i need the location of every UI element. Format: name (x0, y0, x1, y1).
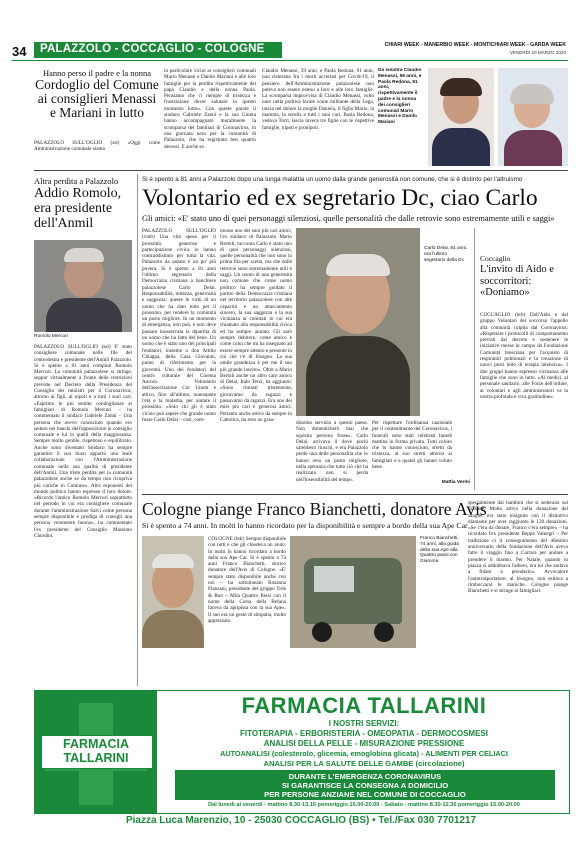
article3-place: Coccaglio (480, 254, 511, 263)
article1-photo-caption: Da sinistra Claudio Menassi, 59 anni, e Paola Redona, 91 anni, rispettivamente il padre e la nonna dei consiglieri comunali Mario Menassi e Danilo Mariani (378, 68, 422, 126)
ad-service-4: ANALISI PER LA SALUTE DELLE GAMBE (circolazione) (263, 759, 465, 768)
farmacia-tallarini-ad (34, 690, 570, 814)
article2-headline: Volontario ed ex segretario Dc, ciao Carlo (142, 185, 538, 211)
mercuri-photo (34, 240, 132, 332)
ad-title: FARMACIA TALLARINI (241, 693, 487, 718)
ad-service-3: AUTOANALISI (colesterolo, glicemia, emoglobina glicata) - ALIMENTI PER CELIACI (220, 749, 508, 758)
article4-col1: COLOGNE (bdr) Sempre disponibile con tutti e che gli chiedeva un aiuto. In molti lo hanno ricordato a bordo della sua Ape Car. Si è spento a 74 anni Franco Bianchetti, storico donatore dell'Avis di Cologne. «E' sempre stato disponibile anche con noi – ha sottolineato Rosanna Pianzani, presidente del gruppo Trek & Run – Mila Quattro Passi con il nome della Corsa della Befana faceva da apripista con la sua Ape». Il suo era un gesto di simpatia, molto apprezzato (208, 536, 286, 624)
logo-line2: TALLARINI (63, 751, 129, 765)
article2-col4: Per rispettare l'ordinanza nazionale per il contenimento del Coronavirus, i funerali sono stati celebrati lunedì mattina in forma privata. Tutti coloro che lo hanno conosciuto, stretti da tristezza, al suo stretti attorno ai famigliari e a quanti gli hanno voluto bene. (372, 420, 452, 471)
farmacia-logo (35, 691, 157, 813)
divider-1 (34, 170, 568, 171)
article1-col2: in particolare vicini ai consiglieri comunali Mario Menassi e Danilo Mariani e alle loro famiglie per la perdita rispettivamente del papà Claudio e della nonna Paola. Pensiamo che ci riempie di tristezza e frustrazione dover salutare in questo momento lutto». Con queste parole il sindaco Gabriele Zanni e la sua Giunta hanno accompagnato moralmente la scomparsa dei familiari di Coronavirus, in una giornata nera per la comunità di Palazzolo, che ha registrato ben quattro decessi. E anche se (164, 68, 256, 150)
article2-photo-caption: Carlo Delai, 81 anni, era l'ultimo segretario della Dc (424, 246, 468, 263)
banner-line-2: SI GARANTISCE LA CONSEGNA A DOMICILIO (281, 781, 449, 790)
redona-photo (498, 68, 568, 166)
ape-car-photo (290, 536, 416, 648)
article3-divider (474, 228, 475, 490)
header-rule (12, 60, 568, 61)
bianchetti-photo (142, 536, 204, 648)
ad-emergency-banner (175, 770, 555, 800)
article2-deck: Gli amici: «E' stato uno di quei personaggi silenziosi, quelle personalità che dalle retrovie sono estremamente utili e saggi» (142, 214, 555, 223)
ad-address: Piazza Luca Marenzio, 10 - 25030 COCCAGLIO (BS) • Tel./Fax 030 7701217 (125, 815, 477, 826)
article2-col3: dissimo servizio a questo paese. Non dimenticherò mai che squisita persona fosse». Carlo Delai, arrivava il dove pochi sarebbero riusciti, e era Palazzolo perde una delle personalità che lo hanno reso un posto migliore, nella speranza che tutto ciò che ha realizzato non si perda nell'insensibilità del tempo. (296, 420, 368, 483)
article1-headline: Cordoglio del Comune ai consiglieri Menassi e Mariani in lutto (35, 77, 159, 120)
sidebar-headline: Addio Romolo, era presidente dell'Anmil (34, 186, 122, 231)
banner-line-1: DURANTE L'EMERGENZA CORONAVIRUS (288, 772, 442, 781)
logo-line1: FARMACIA (63, 737, 129, 751)
delai-photo (296, 228, 420, 416)
article3-headline: L'invito di Aido e soccorritori: «Doniamo» (480, 264, 554, 298)
page-number: 34 (12, 44, 27, 59)
section-title: PALAZZOLO - COCCAGLIO - COLOGNE (40, 43, 265, 55)
article2-col1: PALAZZOLO SULL'OGLIO (vmb) Una vita spesa per il prossimo, generoso e partecipazione civica lo hanno contraddistinto per tutta la vita. Palazzolo da sabato è un po' più povera. Si è spento a 81 anni l'ultimo segretario della Democrazia cristiana a banchiere palazzolese Carlo Delai. Responsabilità, mitezza, generosità e saggezza: queste le virtù di un uomo che ha dato tutto per il prossimo, per rendere la comunità un posto migliore. In un momento di emergenza, non può, e non deve passare inosservata la dipartita di un uomo che ha fatto del bene. Un uomo che è stato uno dei principali fondatori, insieme a don Attilio Chiappa, della Casa Giovanni, punto di riferimento per la gioventù. Uno dei fondatori del centro culturale del Cinema Aurora. Volontario dell'associazione Cor Unum e attivo, fino all'ultimo, nonostante l'età e la malattia, per aiutare il prossimo. «Solo chi gli è stato vicino può sapere che grande uomo fosse Carlo Delai – così, com- (142, 228, 216, 423)
article1-kicker: Hanno perso il padre e la nonna (42, 68, 152, 78)
sidebar-divider (137, 174, 138, 686)
article4-deck: Si è spento a 74 anni. In molti lo hanno ricordato per la disponibilità e sempre a bordo della sua Ape Car (142, 521, 468, 530)
divider-2 (142, 494, 568, 495)
ad-services-title: I NOSTRI SERVIZI: (328, 719, 400, 728)
issue-date: VENERDÌ 20 MARZO 2020 (509, 50, 566, 55)
article4-col2: specialmente dai bambini che si sederano sul cassone. Molto attivo nella donazione del sangue, era stato insignito con il distintivo diamante per aver raggiunto le 120 donazioni. «Se c'era da donare, Franco c'era sempre» – ha ricordato l'ex presidente Beppe Valnegri – Per tradizione ci il conseguimento del 40esimo anniversario della fondazione dell'Avis aveva fatto il viaggio fino a Carrara per andare a prendere il marmo. Per Natale, quando in piazza si addobbava l'albero, era lui che andava a fidato a prenderlo». Avvocatore l'autotrasportatore, al bisogno, non esitava a rimboccarsi le maniche. Cologne piange Bianchetti e si stringe ai famigliari. (468, 500, 568, 595)
article2-col2: mosso uno dei suoi più cari amici, l'ex sindaco di Palazzolo Mario Bertoli, racconta Carlo è stato uno di quei personaggi silenziosi, quelle personalità che non sono in prima fila per scelta, ma che dalle retrovie sono estremamente utili e saggi. Un uomo di una generosità non comune che come uomo politico ha sempre guidato il partito della Democrazia cristiana nel territorio palazzolese con alte capacità e un attaccamento sincero, la sua saggezza e la sua vicinanza ai comitati in cui era chiamato alla responsabilità civica ed ha sempre aiutato. Gli sarò sempre debitore, come amico e come colui che mi ha insegnato ad essere sempre attento e presente in ciò che c'è di bisogno. La sua umile grandezza è per me il suo più grande lascito». Oltre a Mario Bertoli anche un altro caro amico di Delai, Italo Terzi, ha aggiunto: «Sono rimasti tristemente, giocavamo da ragazzi e passavamo da ragazzi. Era uno dei miei più cari e generosi amici. Pertanto anche attivo da sempre in Cattolica, ha reso un gran- (220, 228, 292, 423)
ad-service-1: FITOTERAPIA - ERBORISTERIA - OMEOPATIA - DERMOCOSMESI (239, 729, 488, 738)
article4-photo-caption: Franco Bianchetti, 74 anni, alla guida della sua Ape alla Quattro passi con Giamma (420, 536, 459, 565)
article4-headline: Cologne piange Franco Bianchetti, donatore Avis (142, 499, 487, 519)
article1-col1: PALAZZOLO SULL'OGLIO (ssl) «Oggi come Amministrazione comunale siamo (34, 140, 160, 153)
sidebar-kicker: Altra perdita a Palazzolo (34, 176, 119, 186)
sidebar-photo-caption: Romolo Mercuri (34, 334, 68, 339)
article2-author: Mattia Vermi (441, 480, 470, 485)
publications-list: CHIARI WEEK - MANERBIO WEEK - MONTICHIARI WEEK - GARDA WEEK (384, 42, 566, 48)
article1-col3: Claudio Menassi, 59 anni, e Paola Redona, 91 anni, non rientrano fra i morti accertati per Covid-19, il pensiero dell'Amministrazione palazzolese non poteva non essere esteso a loro e alle loro famiglie. La scomparsa improvvisa di Claudio Menassi, volto noto nella politica locale come militante della Lega, lascia nel dolore la moglie Daniela, il figlio Mario, la mamma, la sorella e tutti i suoi cari. Paola Redona, vedova Torri, lascia invece tre figlie con le rispettive famiglie, nipoti e pronipoti. (262, 68, 374, 131)
section-header (34, 42, 282, 58)
menassi-photo (428, 68, 494, 166)
sidebar-body: PALAZZOLO SULL'OGLIO (ssl) E' stato consigliere comunale nelle file del centrodestra e presidente dell'Anmil Palazzolo. Si è spento a 81 anni compiuti Romolo Mercuri. La comunità palazzolese si stringe, seppur virtualmente a fronte delle restrizioni previste nel Decreto della Presidenza del Consiglio dei ministri per il Coronavirus, attorno ai figli, ai nipoti e a tutti i suoi cari. «Esprimo le più sentite condoglianze ai famigliari di Romolo Mercuri – ha commentato il sindaco Gabriele Zanni – Una persona che avevo conosciuto quando ero seduto nei banchi dell'opposizione in consiglio comunale e lui in quelli della maggioranza. Sempre molto gentile, rispettoso e equilibrato. Anche sono diventato Sindaco ha sempre garantito il suo buon apporto una leale collaborazione con l'Amministrazione comunale nella sua qualità di presidente dell'Anmil. Una triste perdita per la comunità palazzolese anche se da tempo non ricopriva più cariche in Comune». Altri esponenti del mondo politico hanno espresso il loro dolore. «Ricordo l'amico Romolo Mercuri soprattutto nel periodo in cui era consigliere comunale durante l'amministrazione Salvi come persona sempre disponibile e prodiga di consigli una persona veramente buona», ha commentato l'ex presidente del Consiglio Massimo Chiodini. (34, 344, 132, 539)
ad-hours: Dal lunedì al venerdì - mattino 8.30-13.15 pomeriggio 15.00-20.00 - Sabato - mattino 8.30-12.30 pomeriggio 15.00-20.00 (208, 802, 520, 808)
banner-line-3: PER PERSONE ANZIANE NEL COMUNE DI COCCAGLIO (264, 790, 466, 799)
article3-body: COCCAGLIO (brb) Dall'Aido e dal gruppo Volontari del soccorso l'appello alla comunità colpita dal Coronavirus: «Rispettare i protocolli di comportamento previsti dal decreto e sostenere le iniziative messe in campo da Fondazione Comunità bresciana per l'acquisto di respiratori polmonari e la creazione di nuovi posti letto di terapia intensiva». I due gruppi hanno espresso vicinanza alle famiglie che sono in lutto. «Ai medici, al personale sanitario, alle Forze dell'ordine, ai volontari e agli amministratori va la nostra profonda e viva gratitudine». (480, 312, 568, 400)
article2-kicker: Si è spento a 81 anni a Palazzolo dopo una lunga malattia un uomo dalla grande generosità non comune, che si è distinto per l'altruismo (142, 176, 523, 183)
ad-service-2: ANALISI DELLA PELLE - MISURAZIONE PRESSIONE (263, 739, 465, 748)
